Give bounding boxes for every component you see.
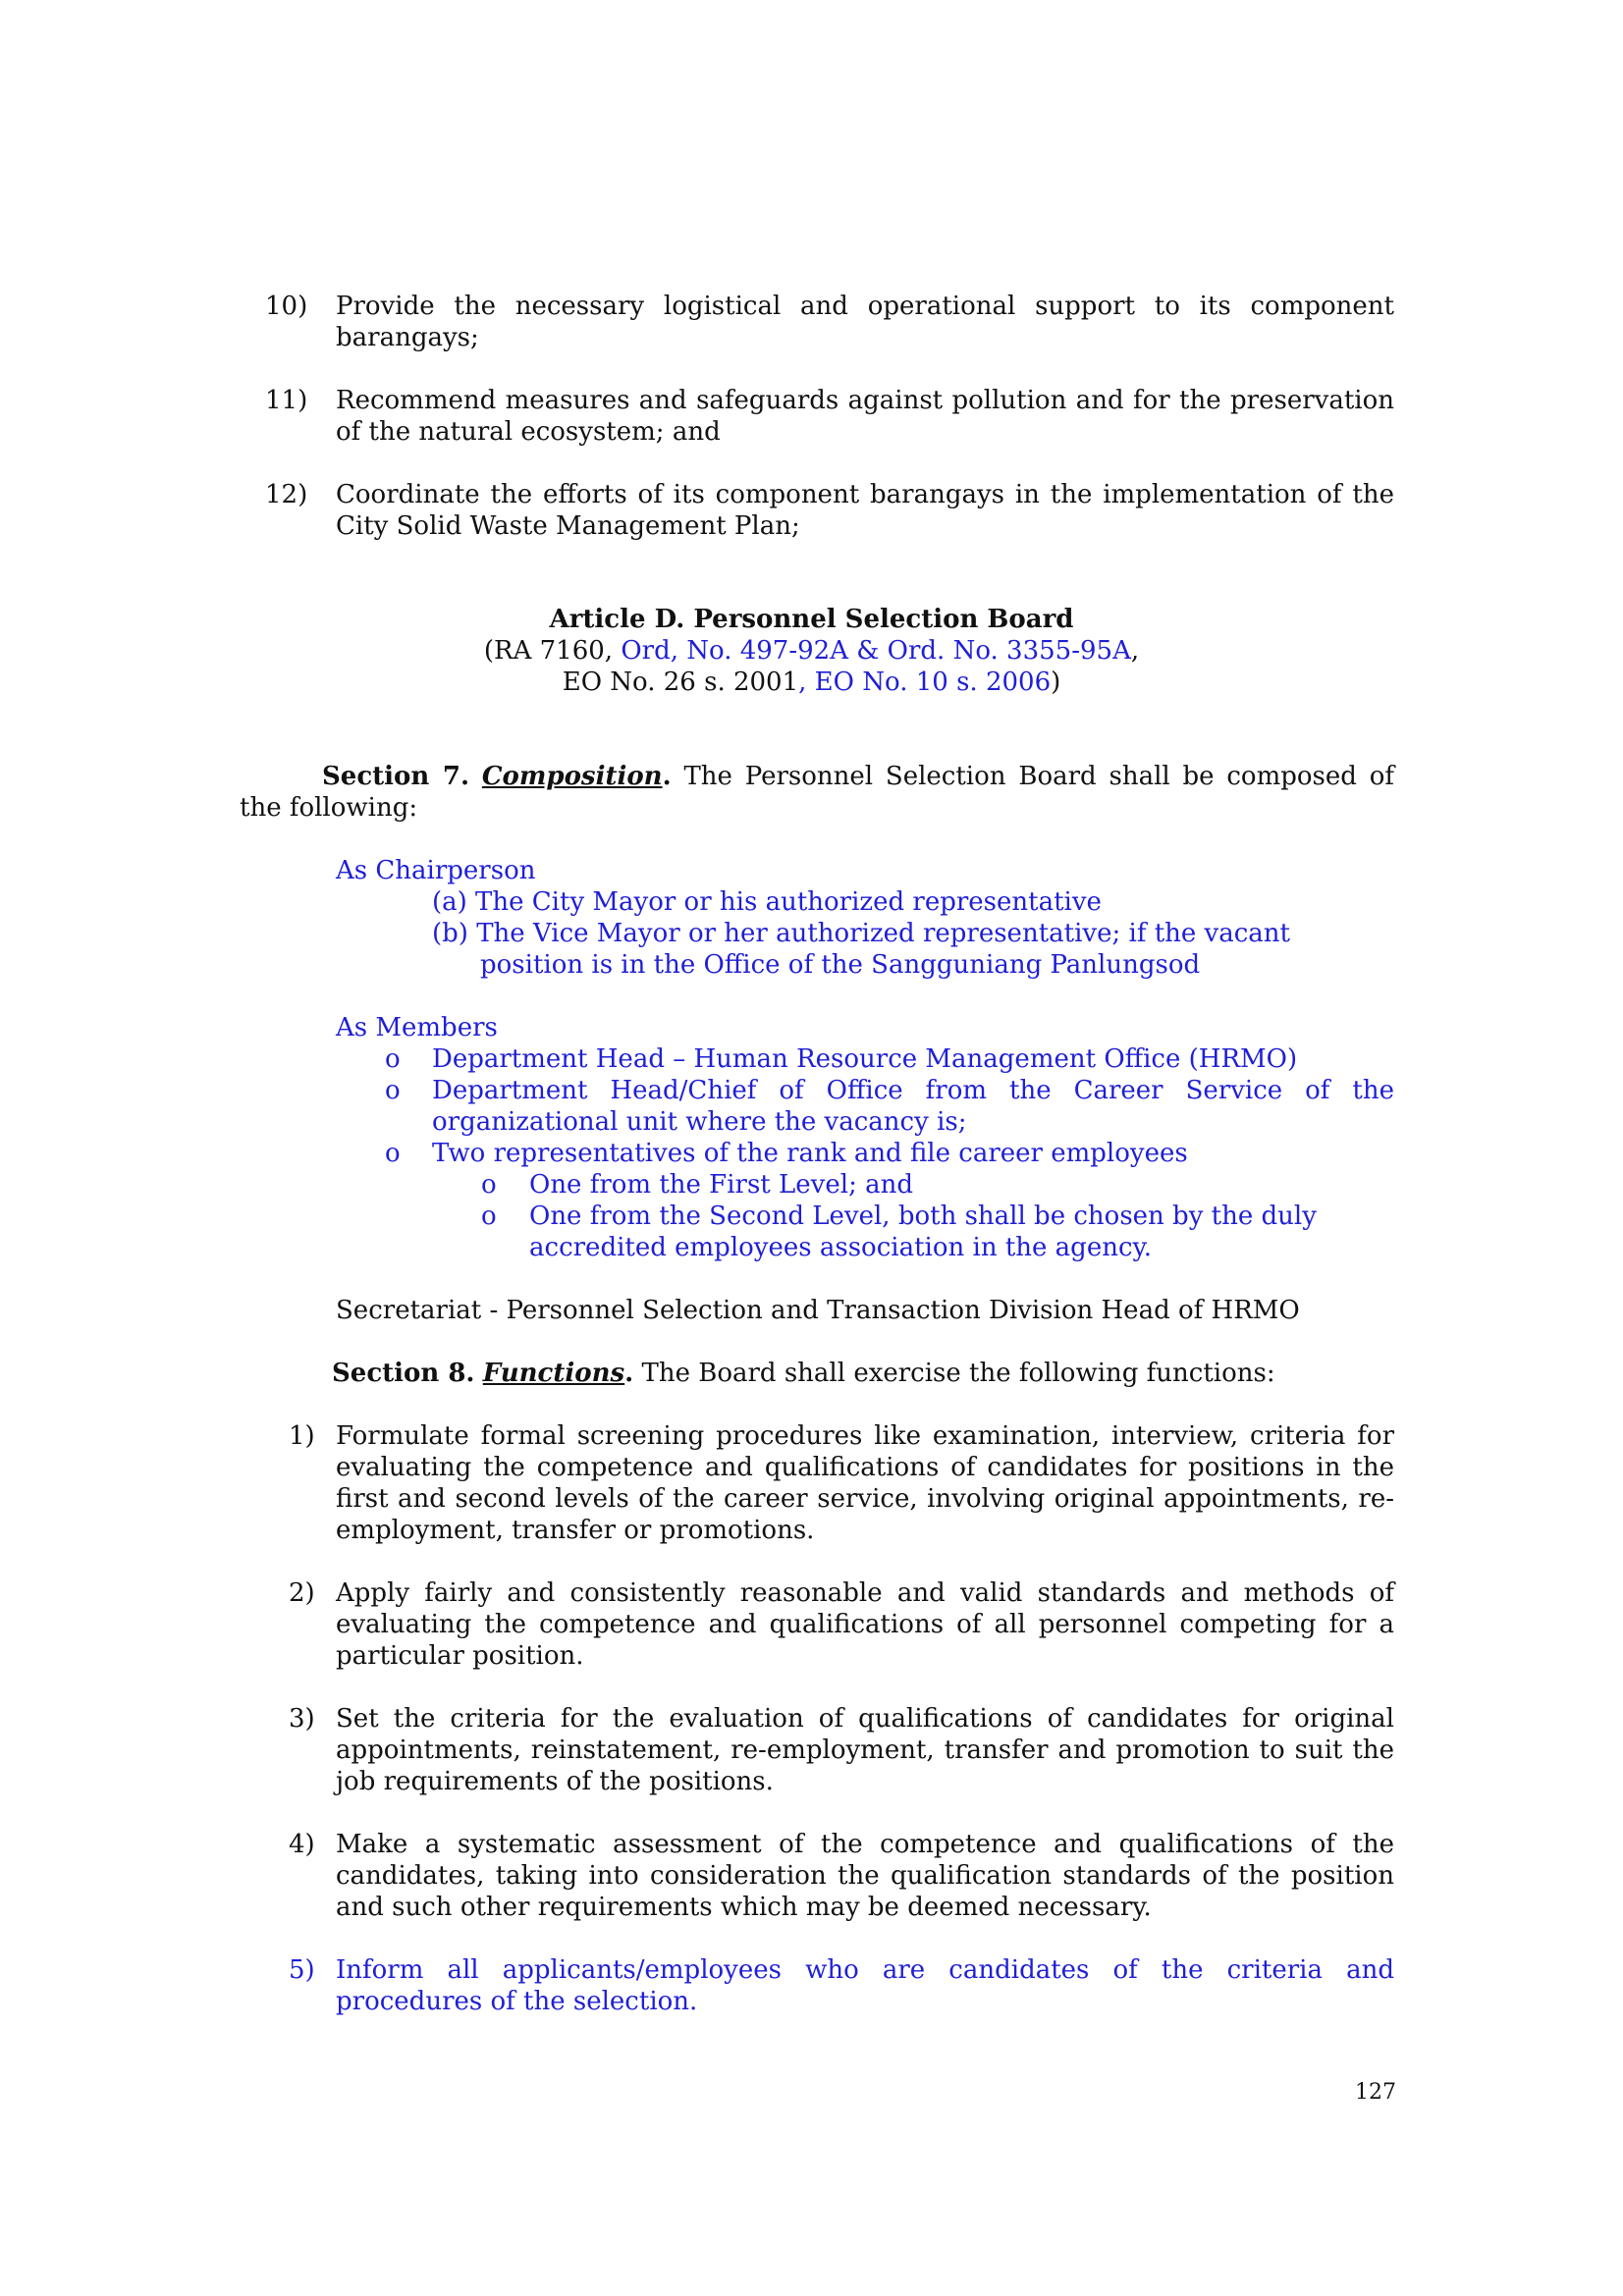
list-number: 11) bbox=[265, 386, 308, 415]
list-number: 10) bbox=[265, 292, 308, 321]
chairperson-label: As Chairperson bbox=[336, 856, 536, 885]
function-number: 2) bbox=[289, 1578, 315, 1608]
list-item-text: Recommend measures and safeguards against pollution and for the preservation bbox=[336, 386, 1394, 415]
chairperson-option: (b) The Vice Mayor or her authorized representative; if the vacant bbox=[432, 919, 1290, 948]
section-label: Section 8. bbox=[332, 1359, 475, 1388]
function-text: Inform all applicants/employees who are candidates of the criteria and bbox=[336, 1955, 1394, 1985]
function-text: particular position. bbox=[336, 1641, 584, 1671]
function-text: Apply fairly and consistently reasonable and valid standards and methods of bbox=[336, 1578, 1394, 1608]
function-number: 4) bbox=[289, 1830, 315, 1859]
article-references-line1 bbox=[0, 635, 1623, 667]
member-item: Department Head – Human Resource Management Office (HRMO) bbox=[432, 1044, 1298, 1074]
ordinance-link[interactable]: Ord, No. 497-92A & Ord. No. 3355-95A bbox=[621, 636, 1131, 666]
function-text: candidates, taking into consideration the qualification standards of the position bbox=[336, 1861, 1394, 1891]
member-subitem: accredited employees association in the agency. bbox=[529, 1233, 1153, 1262]
section-label: Section 7. bbox=[322, 762, 470, 791]
section-7-intro bbox=[322, 761, 1394, 792]
section-heading: Functions bbox=[482, 1359, 625, 1388]
function-text: Make a systematic assessment of the competence and qualifications of the bbox=[336, 1830, 1394, 1859]
function-text: evaluating the competence and qualifications of all personnel competing for a bbox=[336, 1610, 1394, 1639]
article-title bbox=[0, 604, 1623, 635]
reference-text: , bbox=[1130, 636, 1140, 666]
function-number: 1) bbox=[289, 1421, 315, 1451]
list-item-text: barangays; bbox=[336, 323, 479, 352]
function-text: employment, transfer or promotions. bbox=[336, 1516, 815, 1545]
executive-order-link[interactable]: , EO No. 10 s. 2006 bbox=[798, 667, 1052, 697]
function-text: and such other requirements which may be deemed necessary. bbox=[336, 1893, 1152, 1922]
section-intro-text: the following: bbox=[240, 793, 418, 823]
member-subitem: One from the First Level; and bbox=[529, 1170, 913, 1200]
chairperson-option: position is in the Office of the Sangguniang Panlungsod bbox=[480, 950, 1201, 980]
list-item-text: Provide the necessary logistical and operational support to its component bbox=[336, 292, 1394, 321]
function-number: 3) bbox=[289, 1704, 315, 1734]
secretariat-line: Secretariat - Personnel Selection and Transaction Division Head of HRMO bbox=[336, 1296, 1300, 1325]
section-intro-text: The Board shall exercise the following functions: bbox=[633, 1359, 1275, 1388]
member-item: organizational unit where the vacancy is; bbox=[432, 1107, 967, 1137]
function-text: Set the criteria for the evaluation of qualifications of candidates for original bbox=[336, 1704, 1394, 1734]
bullet: o bbox=[385, 1044, 401, 1074]
function-number: 5) bbox=[289, 1955, 315, 1985]
list-number: 12) bbox=[265, 480, 308, 509]
function-text: evaluating the competence and qualifications of candidates for positions in the bbox=[336, 1453, 1394, 1482]
list-item-text: Coordinate the efforts of its component barangays in the implementation of the bbox=[336, 480, 1394, 509]
section-heading: Composition bbox=[481, 762, 663, 791]
section-heading-period: . bbox=[662, 762, 672, 791]
article-title-text: Article D. Personnel Selection Board bbox=[549, 605, 1074, 634]
section-8-intro bbox=[332, 1358, 1275, 1389]
chairperson-option: (a) The City Mayor or his authorized representative bbox=[432, 887, 1102, 917]
function-text: first and second levels of the career service, involving original appointments, re- bbox=[336, 1484, 1394, 1514]
bullet: o bbox=[481, 1201, 497, 1231]
list-item-text: of the natural ecosystem; and bbox=[336, 417, 721, 447]
bullet: o bbox=[385, 1076, 401, 1105]
reference-text: ) bbox=[1051, 667, 1061, 697]
section-intro-text: The Personnel Selection Board shall be composed of bbox=[671, 762, 1394, 791]
member-item: Department Head/Chief of Office from the Career Service of the bbox=[432, 1076, 1394, 1105]
member-subitem: One from the Second Level, both shall be chosen by the duly bbox=[529, 1201, 1317, 1231]
list-item-text: City Solid Waste Management Plan; bbox=[336, 511, 800, 541]
function-text: job requirements of the positions. bbox=[336, 1767, 774, 1796]
function-text: Formulate formal screening procedures like examination, interview, criteria for bbox=[336, 1421, 1394, 1451]
reference-text: (RA 7160, bbox=[483, 636, 622, 666]
reference-text: EO No. 26 s. 2001 bbox=[562, 667, 799, 697]
page-number: 127 bbox=[1355, 2080, 1396, 2105]
function-text: appointments, reinstatement, re-employment, transfer and promotion to suit the bbox=[336, 1735, 1394, 1765]
member-item: Two representatives of the rank and file career employees bbox=[432, 1139, 1188, 1168]
members-label: As Members bbox=[336, 1013, 498, 1042]
function-text: procedures of the selection. bbox=[336, 1987, 698, 2016]
bullet: o bbox=[481, 1170, 497, 1200]
bullet: o bbox=[385, 1139, 401, 1168]
section-heading-period: . bbox=[624, 1359, 634, 1388]
article-references-line2 bbox=[0, 667, 1623, 698]
